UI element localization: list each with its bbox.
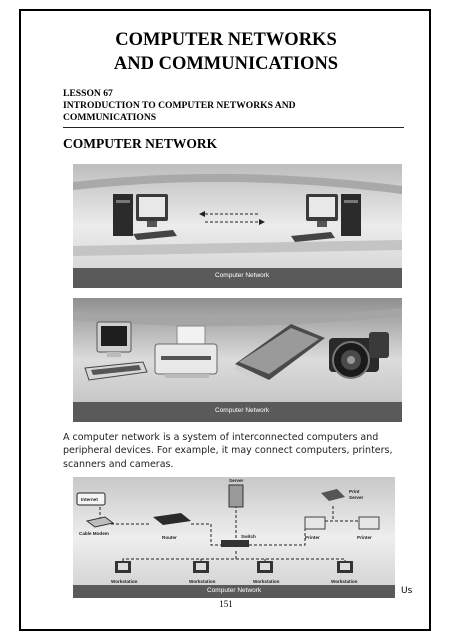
label-printer-right: Printer xyxy=(357,535,372,540)
figure-two-computers xyxy=(73,164,402,288)
label-workstation-1: Workstation xyxy=(111,579,138,584)
printer-right-icon xyxy=(359,517,379,529)
workstation-2-icon xyxy=(193,561,209,573)
switch-icon xyxy=(221,540,249,547)
workstation-3-icon xyxy=(257,561,273,573)
figure-network-diagram xyxy=(73,477,395,598)
page-number: 151 xyxy=(219,599,233,609)
lesson-title-line2: COMMUNICATIONS xyxy=(63,112,157,123)
figure3-caption: Computer Network xyxy=(207,587,262,594)
figure1-caption: Computer Network xyxy=(215,272,270,279)
trailing-text: Us xyxy=(401,586,413,596)
workstation-1-icon xyxy=(115,561,131,573)
section-heading: COMPUTER NETWORK xyxy=(63,136,218,151)
left-computer-icon xyxy=(113,194,177,240)
printer-left-icon xyxy=(305,517,325,529)
label-printer-left: Printer xyxy=(305,535,320,540)
two-computers-illustration xyxy=(73,164,402,288)
lesson-number: LESSON 67 xyxy=(63,88,113,99)
label-workstation-2: Workstation xyxy=(189,579,216,584)
label-router: Router xyxy=(162,535,177,540)
figure-peripherals xyxy=(73,298,402,422)
lesson-title-line1: INTRODUCTION TO COMPUTER NETWORKS AND xyxy=(63,100,296,111)
label-workstation-3: Workstation xyxy=(253,579,280,584)
label-workstation-4: Workstation xyxy=(331,579,358,584)
workstation-4-icon xyxy=(337,561,353,573)
document-title-line2: AND COMMUNICATIONS xyxy=(113,54,339,74)
figure2-caption: Computer Network xyxy=(215,407,270,414)
body-paragraph: A computer network is a system of interconnected computers and peripheral devices. For example, it may connect computers, printers, scanners and cameras. xyxy=(63,432,393,470)
label-switch: Switch xyxy=(241,534,256,539)
document-title-line1: COMPUTER NETWORKS xyxy=(115,30,337,50)
peripherals-illustration xyxy=(73,298,402,422)
label-print-server-line2: Server xyxy=(349,495,364,500)
server-icon xyxy=(229,485,243,507)
label-print-server-line1: Print xyxy=(349,489,360,494)
label-server: Server xyxy=(229,478,244,483)
label-cable-modem: Cable Modem xyxy=(79,531,109,536)
section-divider xyxy=(63,127,404,128)
network-diagram-illustration xyxy=(73,477,395,598)
label-internet: Internet xyxy=(81,497,98,502)
